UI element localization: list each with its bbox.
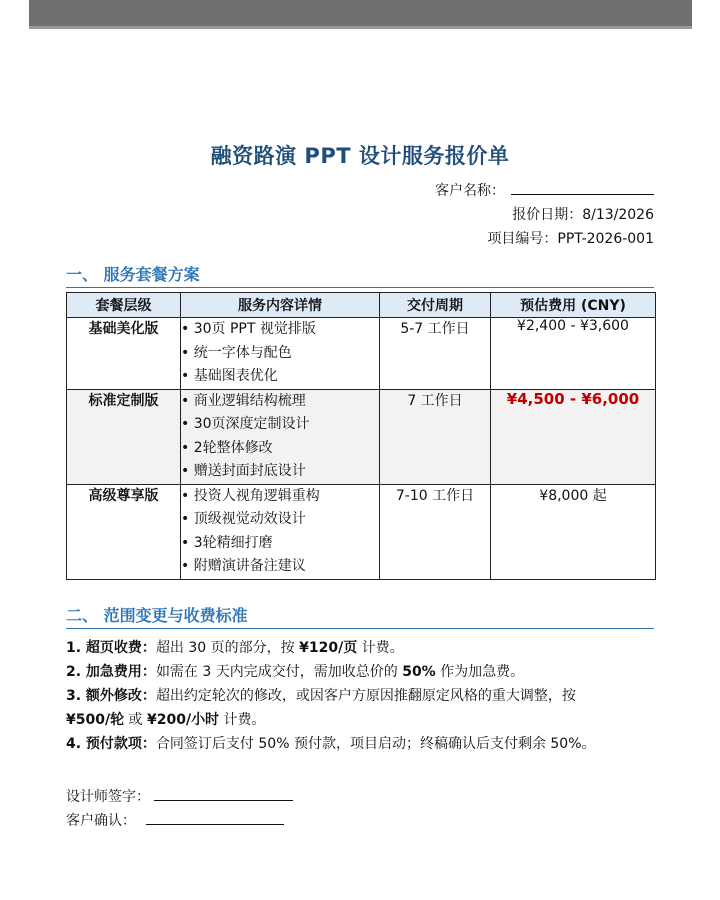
packages-table bbox=[66, 292, 656, 580]
list-item: • 附赠演讲备注建议 bbox=[181, 555, 379, 579]
list-item: • 赠送封面封底设计 bbox=[181, 460, 379, 484]
term-item bbox=[66, 636, 656, 660]
list-item: • 商业逻辑结构梳理 bbox=[181, 390, 379, 414]
tier-cell: 标准定制版 bbox=[67, 389, 181, 484]
list-item: • 顶级视觉动效设计 bbox=[181, 508, 379, 532]
term-label: 4. 预付款项： bbox=[66, 736, 156, 752]
tier-cell: 高级尊享版 bbox=[67, 484, 181, 579]
client-confirm-field[interactable] bbox=[66, 810, 284, 830]
list-item: • 2轮整体修改 bbox=[181, 437, 379, 461]
price-cell: ¥8,000 起 bbox=[491, 484, 656, 579]
term-item bbox=[66, 732, 656, 756]
term-text: 计费。 bbox=[357, 640, 404, 656]
designer-signature-field[interactable] bbox=[66, 786, 293, 806]
table-row bbox=[67, 389, 656, 484]
top-bar-shade bbox=[29, 26, 692, 29]
term-emphasis: ¥120/页 bbox=[299, 640, 358, 656]
term-emphasis: 50% bbox=[402, 664, 436, 680]
term-text: 合同签订后支付 50% 预付款，项目启动；终稿确认后支付剩余 50%。 bbox=[155, 736, 596, 752]
window-top-bar bbox=[29, 0, 692, 29]
section-packages-rule bbox=[66, 287, 654, 288]
items-cell bbox=[181, 318, 380, 390]
items-cell bbox=[181, 484, 380, 579]
table-row bbox=[67, 318, 656, 390]
tier-cell: 基础美化版 bbox=[67, 318, 181, 390]
term-label: 3. 额外修改： bbox=[66, 688, 156, 704]
quote-date: 报价日期：8/13/2026 bbox=[512, 207, 654, 223]
term-label: 2. 加急费用： bbox=[66, 664, 156, 680]
term-text: 或 bbox=[124, 712, 147, 728]
term-text: 如需在 3 天内完成交付，需加收总价的 bbox=[155, 664, 403, 680]
cycle-cell: 5-7 工作日 bbox=[380, 318, 491, 390]
term-item bbox=[66, 684, 656, 732]
list-item: • 3轮精细打磨 bbox=[181, 532, 379, 556]
section-fees-title: 二、 范围变更与收费标准 bbox=[66, 606, 248, 625]
cycle-cell: 7-10 工作日 bbox=[380, 484, 491, 579]
fee-terms bbox=[66, 636, 656, 756]
cycle-cell: 7 工作日 bbox=[380, 389, 491, 484]
term-label: 1. 超页收费： bbox=[66, 640, 156, 656]
client-confirm-label: 客户确认： bbox=[66, 813, 136, 829]
list-item: • 基础图表优化 bbox=[181, 365, 379, 389]
section-fees-rule bbox=[66, 628, 654, 629]
term-emphasis: ¥200/小时 bbox=[146, 712, 220, 728]
client-name-field[interactable] bbox=[435, 180, 654, 200]
designer-signature-blank[interactable] bbox=[154, 788, 293, 801]
list-item: • 30页 PPT 视觉排版 bbox=[181, 318, 379, 342]
project-number: 项目编号：PPT-2026-001 bbox=[487, 231, 654, 247]
client-confirm-blank[interactable] bbox=[146, 812, 284, 825]
table-header-row bbox=[67, 293, 656, 318]
table-row bbox=[67, 484, 656, 579]
list-item: • 统一字体与配色 bbox=[181, 342, 379, 366]
designer-signature-label: 设计师签字： bbox=[66, 789, 150, 805]
client-name-label: 客户名称： bbox=[435, 183, 505, 199]
items-cell bbox=[181, 389, 380, 484]
price-cell: ¥2,400 - ¥3,600 bbox=[491, 318, 656, 390]
term-text: 超出 30 页的部分，按 bbox=[155, 640, 300, 656]
price-cell-highlight: ¥4,500 - ¥6,000 bbox=[491, 389, 656, 484]
header-content: 服务内容详情 bbox=[181, 293, 380, 318]
list-item: • 30页深度定制设计 bbox=[181, 413, 379, 437]
list-item: • 投资人视角逻辑重构 bbox=[181, 485, 379, 509]
term-text: 作为加急费。 bbox=[435, 664, 525, 680]
term-item bbox=[66, 660, 656, 684]
document-title: 融资路演 PPT 设计服务报价单 bbox=[210, 144, 510, 168]
term-text: 计费。 bbox=[219, 712, 266, 728]
client-name-blank[interactable] bbox=[511, 182, 654, 195]
term-text: 超出约定轮次的修改，或因客户方原因推翻原定风格的重大调整，按 bbox=[155, 688, 576, 704]
term-emphasis: ¥500/轮 bbox=[66, 712, 125, 728]
header-tier: 套餐层级 bbox=[67, 293, 181, 318]
header-price: 预估费用 (CNY) bbox=[491, 293, 656, 318]
section-packages-title: 一、 服务套餐方案 bbox=[66, 265, 200, 284]
header-cycle: 交付周期 bbox=[380, 293, 491, 318]
